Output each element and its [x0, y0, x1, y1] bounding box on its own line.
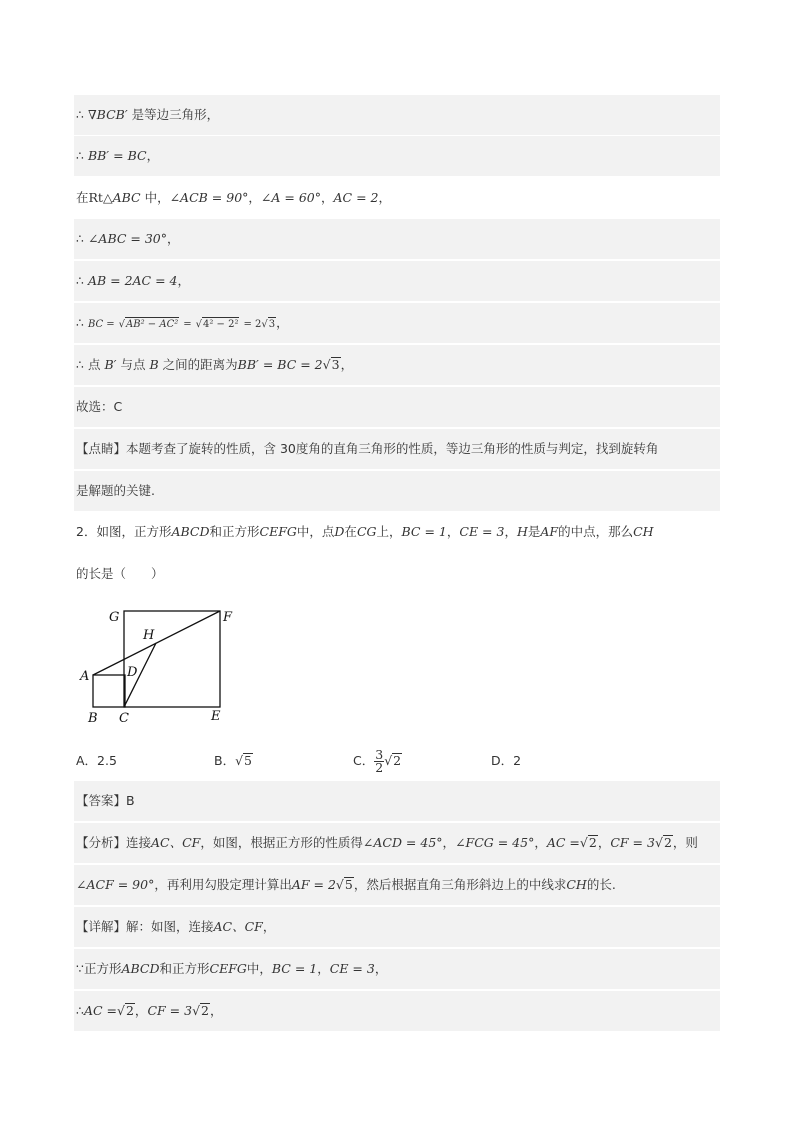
- math-expression: AC、CF: [151, 835, 201, 850]
- label-a: A: [80, 669, 90, 684]
- label-c: C: [119, 711, 129, 726]
- radicand: 2: [201, 1003, 209, 1018]
- square-cefg: [124, 611, 220, 707]
- text: ，再利用勾股定理计算出: [154, 877, 292, 892]
- math-expression: BB′ = BC = 2: [237, 357, 323, 372]
- text: 点: [87, 357, 101, 372]
- detail-line: [74, 949, 720, 989]
- label-e: E: [211, 709, 221, 724]
- text: ，: [534, 835, 547, 850]
- math-expression: ∇BCB′: [87, 107, 128, 122]
- label-d: D: [127, 665, 138, 680]
- radicand: 5: [344, 877, 353, 892]
- text: 【分析】连接: [76, 835, 152, 850]
- math-expression: AC = 2: [333, 190, 379, 205]
- therefore-symbol: ∴: [76, 107, 84, 122]
- text: 与点: [120, 357, 146, 372]
- comment-line: [74, 429, 720, 469]
- text: 【答案】B: [76, 793, 135, 808]
- math-expression: CEFG: [209, 961, 247, 976]
- radicand: 5: [244, 753, 252, 768]
- math-expression: ABCD: [121, 961, 160, 976]
- text: ，: [442, 835, 456, 850]
- choices-line: [74, 741, 720, 781]
- text: ，: [134, 1003, 148, 1018]
- label-b: B: [88, 711, 98, 726]
- solution-line: [74, 219, 720, 259]
- math-expression: CE = 3: [329, 961, 375, 976]
- text: 是解题的关键.: [76, 483, 155, 498]
- detail-line: [74, 991, 720, 1031]
- math-expression: BC =: [87, 319, 115, 330]
- sqrt-icon: √: [235, 753, 244, 768]
- math-expression: BC = 1: [271, 961, 318, 976]
- math-expression: ∠ABC = 30°: [87, 231, 167, 246]
- math-expression: ∠ACF = 90°: [76, 877, 155, 892]
- sqrt-icon: √: [322, 357, 331, 372]
- text: 中，: [246, 961, 272, 976]
- solution-line: [74, 345, 720, 385]
- sqrt-icon: √: [118, 319, 126, 330]
- text: ，: [374, 961, 388, 976]
- therefore-symbol: ∴: [76, 231, 84, 246]
- math-expression: ∠ACD = 45°: [362, 835, 443, 850]
- text: ，: [248, 190, 261, 205]
- math-expression: B′: [104, 357, 117, 372]
- choice-label: C．: [353, 753, 375, 768]
- radicand: 4² − 2²: [202, 319, 239, 330]
- text: ，: [504, 524, 517, 539]
- radicand: 2: [125, 1003, 134, 1018]
- geometry-figure: [76, 604, 246, 726]
- sqrt-icon: √: [384, 753, 393, 768]
- text: ，: [597, 835, 611, 850]
- text: ，: [146, 148, 160, 163]
- math-expression: CF = 3: [147, 1003, 193, 1018]
- math-expression: AF = 2: [291, 877, 336, 892]
- label-g: G: [109, 610, 120, 625]
- fraction: [374, 749, 384, 774]
- math-expression: BB′ = BC: [87, 148, 147, 163]
- math-expression: Rt: [88, 190, 103, 205]
- numerator: 3: [375, 747, 384, 762]
- text: ，: [321, 190, 334, 205]
- text: ，: [209, 1003, 223, 1018]
- math-expression: △ABC: [102, 190, 141, 205]
- radicand: 3: [268, 319, 276, 330]
- text: ∵正方形: [76, 961, 122, 976]
- text: 的长是（ ）: [76, 566, 164, 581]
- sqrt-icon: √: [335, 877, 344, 892]
- detail-line: [74, 907, 720, 947]
- text: ，则: [672, 835, 698, 850]
- therefore-symbol: ∴: [76, 357, 84, 372]
- text: ，: [177, 273, 191, 288]
- radicand: 3: [331, 357, 340, 372]
- text: ，: [446, 524, 460, 539]
- analysis-line: [74, 865, 720, 905]
- math-expression: ∠FCG = 45°: [455, 835, 535, 850]
- therefore-symbol: ∴: [76, 273, 84, 288]
- radicand: 2: [663, 835, 672, 850]
- math-expression: AC、CF: [213, 919, 263, 934]
- math-expression: CH: [633, 524, 654, 539]
- question-line: [74, 512, 720, 552]
- text: 故选：C: [76, 399, 123, 414]
- answer-line: [74, 781, 720, 821]
- sqrt-icon: √: [579, 835, 588, 850]
- math-expression: CE = 3: [459, 524, 505, 539]
- sqrt-icon: √: [117, 1003, 125, 1018]
- text: 和正方形: [209, 524, 260, 539]
- sqrt-icon: √: [192, 1003, 201, 1018]
- math-expression: ∠ACB = 90°: [169, 190, 249, 205]
- text: 和正方形: [159, 961, 210, 976]
- radicand: 2: [393, 753, 402, 768]
- text: ，然后根据直角三角形斜边上的中线求: [353, 877, 567, 892]
- text: ，: [317, 961, 330, 976]
- radicand: AB² − AC²: [126, 319, 179, 330]
- math-expression: BC = 1: [401, 524, 447, 539]
- text: ，: [262, 919, 276, 934]
- therefore-symbol: ∴: [76, 1003, 84, 1018]
- sqrt-icon: √: [261, 319, 268, 330]
- choice-b: [214, 741, 253, 781]
- text: 上，: [376, 524, 402, 539]
- label-h: H: [143, 628, 155, 643]
- text: 是等边三角形，: [131, 107, 220, 122]
- text: 2．如图，正方形: [76, 524, 172, 539]
- denominator: 2: [375, 760, 384, 775]
- therefore-symbol: ∴: [76, 148, 84, 163]
- comment-line: [74, 471, 720, 511]
- choice-d: D．2: [491, 753, 522, 768]
- math-expression: AC =: [546, 835, 580, 850]
- choice-a: A．2.5: [76, 753, 117, 768]
- math-expression: H: [516, 524, 528, 539]
- text: ，: [276, 315, 289, 330]
- radicand: 2: [588, 835, 597, 850]
- math-expression: ABCD: [171, 524, 210, 539]
- label-f: F: [223, 610, 233, 625]
- math-expression: AB = 2AC = 4: [87, 273, 178, 288]
- question-line: [74, 554, 720, 594]
- solution-line: [74, 261, 720, 301]
- solution-line: [74, 95, 720, 135]
- choice-label: B．: [214, 753, 236, 768]
- math-expression: CG: [356, 524, 377, 539]
- math-expression: CH: [566, 877, 587, 892]
- solution-line: [74, 303, 720, 343]
- text: ，如图，根据正方形的性质得: [200, 835, 363, 850]
- sqrt-icon: √: [195, 319, 202, 330]
- math-expression: AC =: [83, 1003, 117, 1018]
- math-expression: ∠A = 60°: [260, 190, 321, 205]
- text: 在: [344, 524, 357, 539]
- math-expression: =: [183, 319, 192, 330]
- math-expression: CEFG: [259, 524, 297, 539]
- solution-line: [74, 136, 720, 176]
- solution-line: [74, 387, 720, 427]
- math-expression: D: [334, 524, 345, 539]
- text: 在: [76, 190, 89, 205]
- therefore-symbol: ∴: [76, 315, 84, 330]
- sqrt-icon: √: [654, 835, 663, 850]
- solution-line: [74, 178, 720, 218]
- text: 的中点，那么: [558, 524, 634, 539]
- math-expression: AF: [540, 524, 559, 539]
- choice-c: [353, 741, 402, 781]
- text: 中，: [144, 190, 170, 205]
- math-expression: CF = 3: [610, 835, 655, 850]
- text: 【点睛】本题考查了旋转的性质，含 30度角的直角三角形的性质，等边三角形的性质与判定，找到旋转角: [76, 441, 659, 456]
- math-expression: B: [149, 357, 159, 372]
- text: 之间的距离为: [162, 357, 238, 372]
- text: 【详解】解：如图，连接: [76, 919, 214, 934]
- text: ，: [378, 190, 391, 205]
- square-abcd: [93, 675, 125, 707]
- analysis-line: [74, 823, 720, 863]
- text: 中，点: [296, 524, 335, 539]
- text: ，: [340, 357, 354, 372]
- math-expression: = 2: [243, 319, 262, 330]
- text: ，: [167, 231, 180, 246]
- text: 是: [527, 524, 541, 539]
- text: 的长.: [586, 877, 616, 892]
